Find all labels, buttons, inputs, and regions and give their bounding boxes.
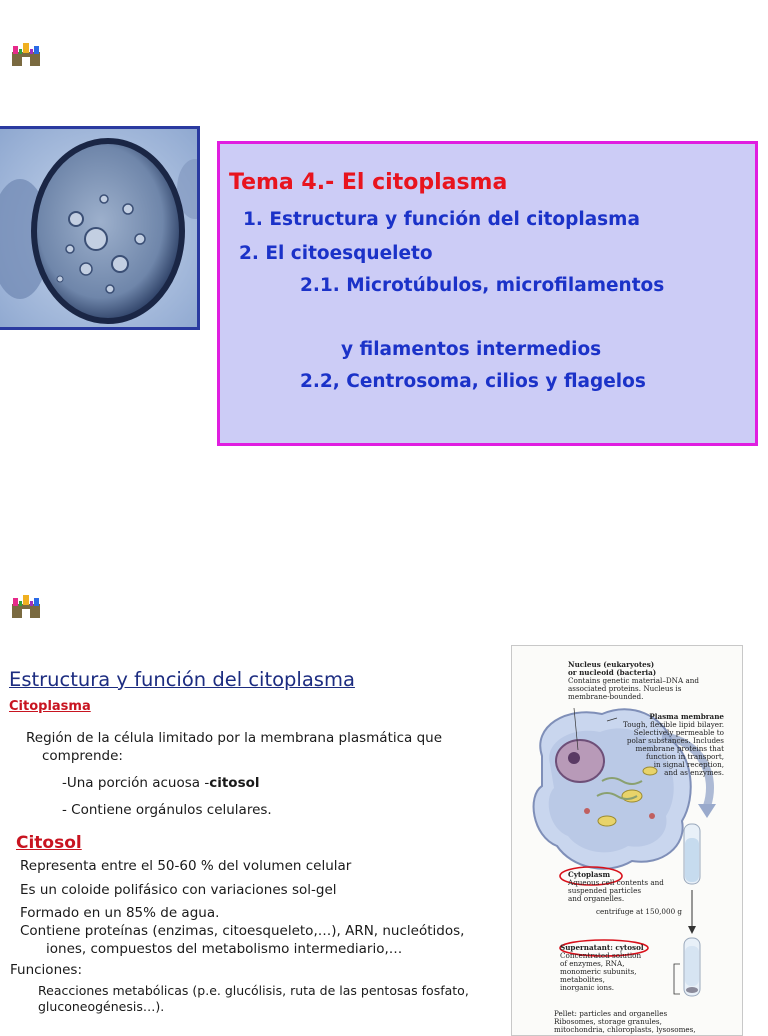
citosol-line-3: Formado en un 85% de agua. (20, 905, 220, 921)
pellet-desc-1: Pellet: particles and organelles (554, 1009, 668, 1018)
funciones-line-1: Reacciones metabólicas (p.e. glucólisis, ruta de las pentosas fosfato, (38, 983, 469, 998)
nucleus-title-1: Nucleus (eukaryotes) (568, 660, 655, 669)
membrane-title: Plasma membrane (649, 712, 724, 721)
topic-item-2-2: 2.2, Centrosoma, cilios y flagelos (300, 371, 646, 392)
cytoplasm-label (568, 871, 664, 903)
membrane-desc-6: in signal reception, (653, 760, 724, 769)
section-heading: Estructura y función del citoplasma (9, 668, 355, 691)
pellet-desc-2: Ribosomes, storage granules, (554, 1017, 662, 1026)
funciones-label: Funciones: (10, 962, 83, 978)
bullet-citosol-prefix: -Una porción acuosa - (62, 775, 210, 791)
citosol-line-5: iones, compuestos del metabolismo intermediario,… (46, 941, 403, 957)
topic-item-2: 2. El citoesqueleto (239, 243, 433, 264)
bullet-citosol-bold: citosol (209, 775, 260, 791)
supernatant-desc-4: metabolites, (560, 975, 605, 984)
cytoplasm-title: Cytoplasm (568, 870, 611, 879)
slide-2 (0, 512, 768, 1034)
topic-item-1: 1. Estructura y función del citoplasma (243, 209, 640, 230)
cytoplasm-desc-2: suspended particles (568, 886, 642, 895)
cell-diagram (511, 645, 743, 1036)
supernatant-label (560, 944, 644, 992)
citosol-heading: Citosol (16, 833, 82, 853)
membrane-desc-5: function in transport, (645, 752, 724, 761)
cytoplasm-desc-3: and organelles. (568, 894, 625, 903)
citosol-line-1: Representa entre el 50-60 % del volumen celular (20, 858, 352, 874)
membrane-desc-4: membrane proteins that (635, 744, 724, 753)
centrifuge-label: centrifuge at 150,000 g (596, 907, 683, 916)
citosol-line-4: Contiene proteínas (enzimas, citoesqueleto,…), ARN, nucleótidos, (20, 923, 465, 939)
intro-line-1: Región de la célula limitado por la membrana plasmática que (26, 730, 443, 746)
supernatant-desc-2: of enzymes, RNA, (560, 959, 625, 968)
nucleus-desc-3: membrane-bounded. (568, 692, 644, 701)
membrane-desc-2: Selectively permeable to (633, 728, 724, 737)
cytoplasm-desc-1: Aqueous cell contents and (568, 878, 664, 887)
topic-item-2-1-cont: y filamentos intermedios (341, 339, 602, 360)
pellet-desc-3: mitochondria, chloroplasts, lysosomes, (554, 1025, 696, 1034)
supernatant-desc-5: inorganic ions. (560, 983, 615, 992)
membrane-desc-3: polar substances. Includes (626, 736, 724, 745)
nucleus-desc-1: Contains genetic material–DNA and (568, 676, 699, 685)
membrane-desc-7: and as enzymes. (664, 768, 724, 777)
castle-logo-icon (10, 592, 42, 620)
nucleus-desc-2: associated proteins. Nucleus is (568, 684, 682, 693)
pellet-label (554, 1010, 696, 1034)
cell-micrograph-image (0, 126, 200, 330)
nucleus-title-2: or nucleoid (bacteria) (568, 668, 657, 677)
castle-logo-icon (10, 40, 42, 68)
bullet-citosol (62, 775, 260, 791)
nucleus-label (568, 661, 699, 701)
membrane-desc-1: Tough, flexible lipid bilayer. (623, 720, 724, 729)
topic-item-2-1: 2.1. Microtúbulos, microfilamentos (300, 275, 665, 296)
slide-title: Tema 4.- El citoplasma (229, 170, 508, 195)
slide-1 (0, 0, 768, 512)
citosol-line-2: Es un coloide polifásico con variaciones sol-gel (20, 882, 337, 898)
supernatant-desc-1: Concentrated solution (560, 951, 642, 960)
bullet-organelles: - Contiene orgánulos celulares. (62, 802, 272, 818)
subheading-citoplasma: Citoplasma (9, 699, 91, 714)
membrane-label (602, 713, 724, 777)
title-box (217, 141, 758, 446)
supernatant-title: Supernatant: cytosol (560, 943, 644, 952)
supernatant-desc-3: monomeric subunits, (560, 967, 637, 976)
intro-line-2: comprende: (42, 748, 123, 764)
funciones-line-2: gluconeogénesis…). (38, 999, 165, 1014)
